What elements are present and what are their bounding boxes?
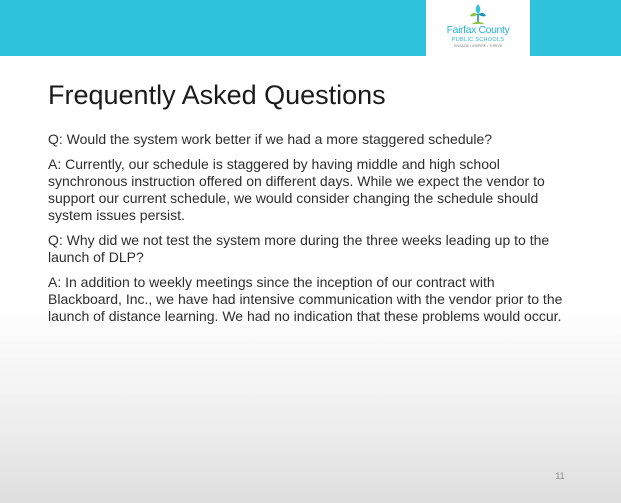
logo-tagline: ENGAGE • INSPIRE • THRIVE [453, 44, 503, 48]
flame-tree-logo-icon [466, 2, 490, 26]
slide-page-number: 11 [555, 471, 565, 481]
faq-content [48, 131, 568, 333]
slide-title: Frequently Asked Questions [48, 80, 386, 110]
faq-answer-1: A: Currently, our schedule is staggered by having middle and high school synchronous instruction offered on different days. While we expect the vendor to support our current schedule, we would consider changing the schedule should system issues persist. [48, 156, 545, 223]
header-bar [0, 0, 621, 56]
logo-text-fairfax-county: Fairfax County [446, 24, 510, 36]
faq-question-2: Q: Why did we not test the system more during the three weeks leading up to the launch of DLP? [48, 232, 550, 265]
logo-text-public-schools: PUBLIC SCHOOLS [451, 37, 505, 43]
faq-answer-2: A: In addition to weekly meetings since the inception of our contract with Blackboard, Inc., we have had intensive communication with the vendor prior to the launch of distance learning. We had no indication that these problems would occur. [48, 274, 563, 324]
faq-question-1: Q: Would the system work better if we had a more staggered schedule? [48, 131, 493, 147]
fcps-logo [426, 0, 530, 56]
